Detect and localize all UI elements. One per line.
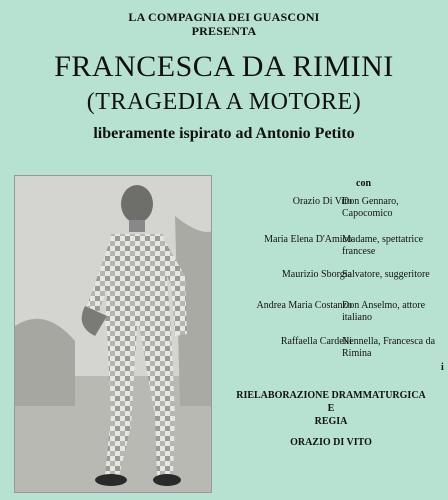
actor-name: Maurizio Sborgia: [281, 269, 352, 280]
director-name: ORAZIO DI VITO: [290, 437, 372, 448]
actor-photo: [14, 175, 212, 493]
cast-intro: con: [356, 178, 371, 189]
role-name: Madame, spettatrice francese: [342, 234, 424, 257]
presents-label: PRESENTA: [191, 24, 257, 38]
role-name: Nennella, Francesca da Rimina: [342, 336, 436, 359]
role-name: Don Gennaro, Capocomico: [342, 196, 399, 219]
show-subtitle: (TRAGEDIA A MOTORE): [86, 89, 362, 115]
show-title: FRANCESCA DA RIMINI: [54, 50, 394, 83]
actor-name: Maria Elena D'Amico: [264, 234, 352, 245]
actor-name: Orazio Di Vito: [292, 196, 352, 207]
credit-adaptation: RIELABORAZIONE DRAMMATURGICA: [236, 390, 426, 401]
company-name: LA COMPAGNIA DEI GUASCONI: [128, 10, 320, 24]
credit-and: E: [327, 403, 335, 414]
actor-name: Andrea Maria Costanzo: [256, 300, 352, 311]
inspiration-credit: liberamente ispirato ad Antonio Petito: [93, 125, 355, 142]
actor-name: Raffaella Cardelli: [280, 336, 352, 347]
edge-character: i: [441, 362, 444, 373]
role-name: Salvatore, suggeritore: [342, 269, 430, 280]
credit-direction: REGIA: [314, 416, 348, 427]
role-name: Don Anselmo, attore italiano: [342, 300, 426, 323]
